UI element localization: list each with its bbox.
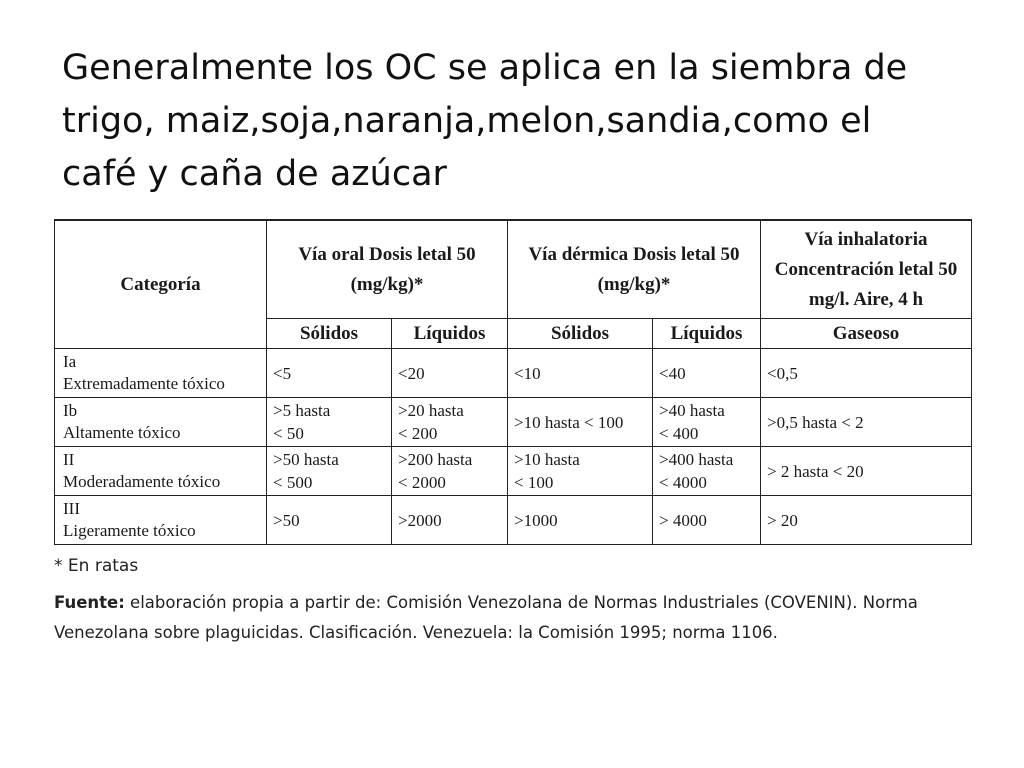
footnote: * En ratas xyxy=(54,556,139,576)
cell-dermal-liquidos: > 4000 xyxy=(653,496,761,545)
cell-inhalatoria-gaseoso: > 20 xyxy=(761,496,972,545)
subheader-liquidos-dermal: Líquidos xyxy=(653,319,761,349)
cell-oral-liquidos: >200 hasta < 2000 xyxy=(392,447,508,496)
toxicity-table xyxy=(54,219,972,545)
cell-dermal-solidos: <10 xyxy=(508,349,653,398)
table-row xyxy=(55,398,972,447)
cell-oral-liquidos: <20 xyxy=(392,349,508,398)
header-via-oral: Vía oral Dosis letal 50 (mg/kg)* xyxy=(267,220,508,319)
source-label: Fuente: xyxy=(54,593,125,612)
cell-dermal-solidos: >10 hasta < 100 xyxy=(508,398,653,447)
title-line-1: Generalmente los OC se aplica en la siembra de xyxy=(62,48,908,88)
cell-dermal-liquidos: >40 hasta < 400 xyxy=(653,398,761,447)
header-via-inhalatoria: Vía inhalatoria Concentración letal 50 mg/l. Aire, 4 h xyxy=(761,220,972,319)
cell-oral-solidos: >50 xyxy=(267,496,392,545)
header-categoria: Categoría xyxy=(55,220,267,349)
category-cell: Ia Extremadamente tóxico xyxy=(55,349,267,398)
table-header-row xyxy=(55,220,972,319)
table-row xyxy=(55,447,972,496)
cell-oral-liquidos: >20 hasta < 200 xyxy=(392,398,508,447)
subheader-solidos-dermal: Sólidos xyxy=(508,319,653,349)
cell-inhalatoria-gaseoso: <0,5 xyxy=(761,349,972,398)
subheader-solidos-oral: Sólidos xyxy=(267,319,392,349)
category-cell: II Moderadamente tóxico xyxy=(55,447,267,496)
cell-dermal-solidos: >10 hasta < 100 xyxy=(508,447,653,496)
cell-dermal-liquidos: >400 hasta < 4000 xyxy=(653,447,761,496)
cell-dermal-solidos: >1000 xyxy=(508,496,653,545)
table-row xyxy=(55,349,972,398)
cell-oral-solidos: <5 xyxy=(267,349,392,398)
slide-title xyxy=(62,42,982,201)
title-line-2: trigo, maiz,soja,naranja,melon,sandia,como el xyxy=(62,101,872,141)
header-via-dermica: Vía dérmica Dosis letal 50 (mg/kg)* xyxy=(508,220,761,319)
cell-inhalatoria-gaseoso: > 2 hasta < 20 xyxy=(761,447,972,496)
cell-inhalatoria-gaseoso: >0,5 hasta < 2 xyxy=(761,398,972,447)
cell-oral-liquidos: >2000 xyxy=(392,496,508,545)
source-line-1: elaboración propia a partir de: Comisión Venezolana de Normas Industriales (COVENIN). Norma xyxy=(124,593,918,612)
source-citation xyxy=(54,588,994,648)
subheader-liquidos-oral: Líquidos xyxy=(392,319,508,349)
table-body xyxy=(55,349,972,545)
cell-oral-solidos: >50 hasta < 500 xyxy=(267,447,392,496)
subheader-gaseoso: Gaseoso xyxy=(761,319,972,349)
category-cell: III Ligeramente tóxico xyxy=(55,496,267,545)
cell-oral-solidos: >5 hasta < 50 xyxy=(267,398,392,447)
cell-dermal-liquidos: <40 xyxy=(653,349,761,398)
source-line-2: Venezolana sobre plaguicidas. Clasificación. Venezuela: la Comisión 1995; norma 1106. xyxy=(54,623,778,642)
table-row xyxy=(55,496,972,545)
category-cell: Ib Altamente tóxico xyxy=(55,398,267,447)
title-line-3: café y caña de azúcar xyxy=(62,154,447,194)
